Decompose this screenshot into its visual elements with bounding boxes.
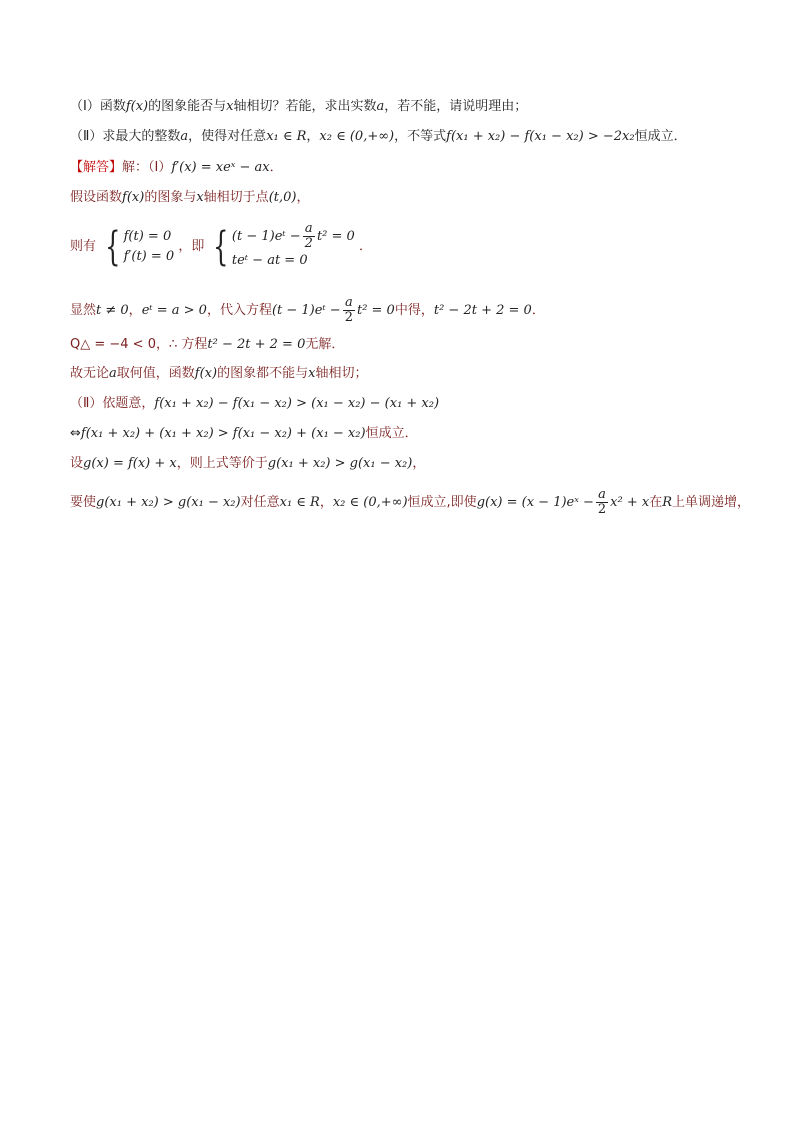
math: x₂ ∈ (0,+∞)	[332, 495, 408, 510]
solution-line-define-g	[70, 455, 425, 473]
text: 取何值，函数	[116, 366, 195, 381]
text: 恒成立,即使	[407, 495, 477, 510]
text: 显然	[70, 303, 97, 318]
text: 中得，	[394, 303, 434, 318]
text: 无解．	[305, 337, 345, 352]
math: (t − 1)eᵗ −	[271, 303, 341, 318]
math: t ≠ 0	[96, 303, 129, 318]
text: 故无论	[70, 366, 110, 381]
math: g(x₁ + x₂) > g(x₁ − x₂)	[96, 495, 241, 510]
fraction	[596, 488, 608, 517]
denominator: 2	[597, 502, 607, 517]
text: ，则上式等价于	[176, 456, 268, 471]
text: 上单调递增，	[672, 495, 751, 510]
equation: f(t) = 0	[123, 228, 172, 244]
text: ⇔	[70, 426, 81, 441]
math: t² = 0	[316, 229, 355, 244]
question-part-2	[70, 128, 687, 146]
text: 恒成立．	[634, 129, 687, 144]
brace: {	[213, 223, 229, 270]
text: 轴相切？若能，求出实数	[233, 99, 377, 114]
solution-header	[70, 159, 283, 177]
text: ．	[531, 303, 545, 318]
equation: f′(t) = 0	[123, 248, 175, 264]
text: ，	[412, 456, 426, 471]
brace: {	[105, 223, 121, 270]
math: x	[308, 366, 316, 381]
math: x₁ ∈ R	[279, 495, 320, 510]
text: （Ⅱ）依题意，	[70, 396, 155, 411]
text: ．	[269, 160, 283, 175]
text: 的图象与	[144, 190, 197, 205]
math: t² − 2t + 2 = 0	[207, 337, 306, 352]
solution-line-substitute	[70, 296, 545, 325]
numerator: a	[304, 221, 313, 236]
math: f(x₁ + x₂) − f(x₁ − x₂) > −2x₂	[446, 129, 635, 144]
math: g(x₁ + x₂) > g(x₁ − x₂)	[267, 456, 413, 471]
math: (t,0)	[268, 190, 297, 205]
equation	[232, 222, 355, 251]
text: 轴相切；	[315, 366, 368, 381]
text: ，即	[178, 239, 205, 254]
math: f(x)	[125, 99, 149, 114]
text: 解：（Ⅰ）	[122, 160, 172, 175]
denominator: 2	[344, 310, 353, 325]
text: ，	[306, 129, 320, 144]
text: 假设函数	[70, 190, 123, 205]
solution-line-discriminant	[70, 336, 344, 354]
equation-system	[208, 222, 354, 271]
text: 则有	[70, 239, 97, 254]
equation-system	[100, 223, 175, 270]
text: ，代入方程	[206, 303, 272, 318]
math: a	[180, 129, 189, 144]
text: 恒成立．	[365, 426, 418, 441]
math: a	[109, 366, 117, 381]
fraction	[303, 222, 315, 251]
text: 的图象都不能与	[217, 366, 309, 381]
math: x	[226, 99, 234, 114]
math: x₁ ∈ R	[266, 129, 307, 144]
solution-line-part2	[70, 395, 439, 413]
text: ，使得对任意	[188, 129, 267, 144]
system-rows	[124, 227, 175, 267]
text: 要使	[70, 495, 97, 510]
denominator: 2	[304, 236, 313, 251]
solution-line-equivalent	[70, 425, 418, 443]
text: 轴相切于点	[203, 190, 269, 205]
text: 对任意	[240, 495, 280, 510]
solution-line-assume	[70, 189, 309, 207]
math: g(x) = f(x) + x	[83, 456, 177, 471]
text: ，	[319, 495, 333, 510]
text: ，若不能，请说明理由；	[384, 99, 528, 114]
text: （Ⅱ）求最大的整数	[70, 129, 181, 144]
text: ，	[296, 190, 310, 205]
math: x₂ ∈ (0,+∞)	[319, 129, 395, 144]
math: a	[376, 99, 385, 114]
text: Q△ = −4 < 0，∴ 方程	[70, 337, 208, 352]
numerator: a	[344, 295, 353, 310]
fraction	[343, 296, 355, 325]
math: t² − 2t + 2 = 0	[433, 303, 532, 318]
answer-tag: 【解答】	[70, 160, 123, 175]
solution-line-monotonic	[70, 488, 750, 517]
math: f(x₁ + x₂) + (x₁ + x₂) > f(x₁ − x₂) + (x₁ − x₂)	[80, 426, 366, 441]
text: 设	[70, 456, 84, 471]
question-part-1	[70, 98, 527, 116]
math: f(x)	[122, 190, 145, 205]
math: f′(x) = xeˣ − ax	[171, 160, 270, 175]
system-rows	[232, 222, 355, 271]
solution-line-conclusion-1	[70, 365, 367, 383]
equation: teᵗ − at = 0	[231, 253, 308, 268]
text: 的图象能否与	[148, 99, 227, 114]
text: ，	[128, 303, 142, 318]
numerator: a	[598, 487, 606, 502]
math: x	[196, 190, 204, 205]
text: ，不等式	[394, 129, 447, 144]
math: R	[662, 495, 673, 510]
text: ．	[358, 239, 372, 254]
text: （Ⅰ）函数	[70, 99, 126, 114]
math: t² = 0	[356, 303, 395, 318]
math: g(x) = (x − 1)eˣ −	[476, 495, 594, 510]
text: 在	[649, 495, 663, 510]
math: eᵗ = a > 0	[141, 303, 207, 318]
math: f(x₁ + x₂) − f(x₁ − x₂) > (x₁ − x₂) − (x₁ + x₂)	[154, 396, 440, 411]
math: f(x)	[194, 366, 218, 381]
math: x² + x	[610, 495, 650, 510]
solution-line-system	[70, 222, 372, 272]
math: (t − 1)eᵗ −	[231, 229, 301, 244]
